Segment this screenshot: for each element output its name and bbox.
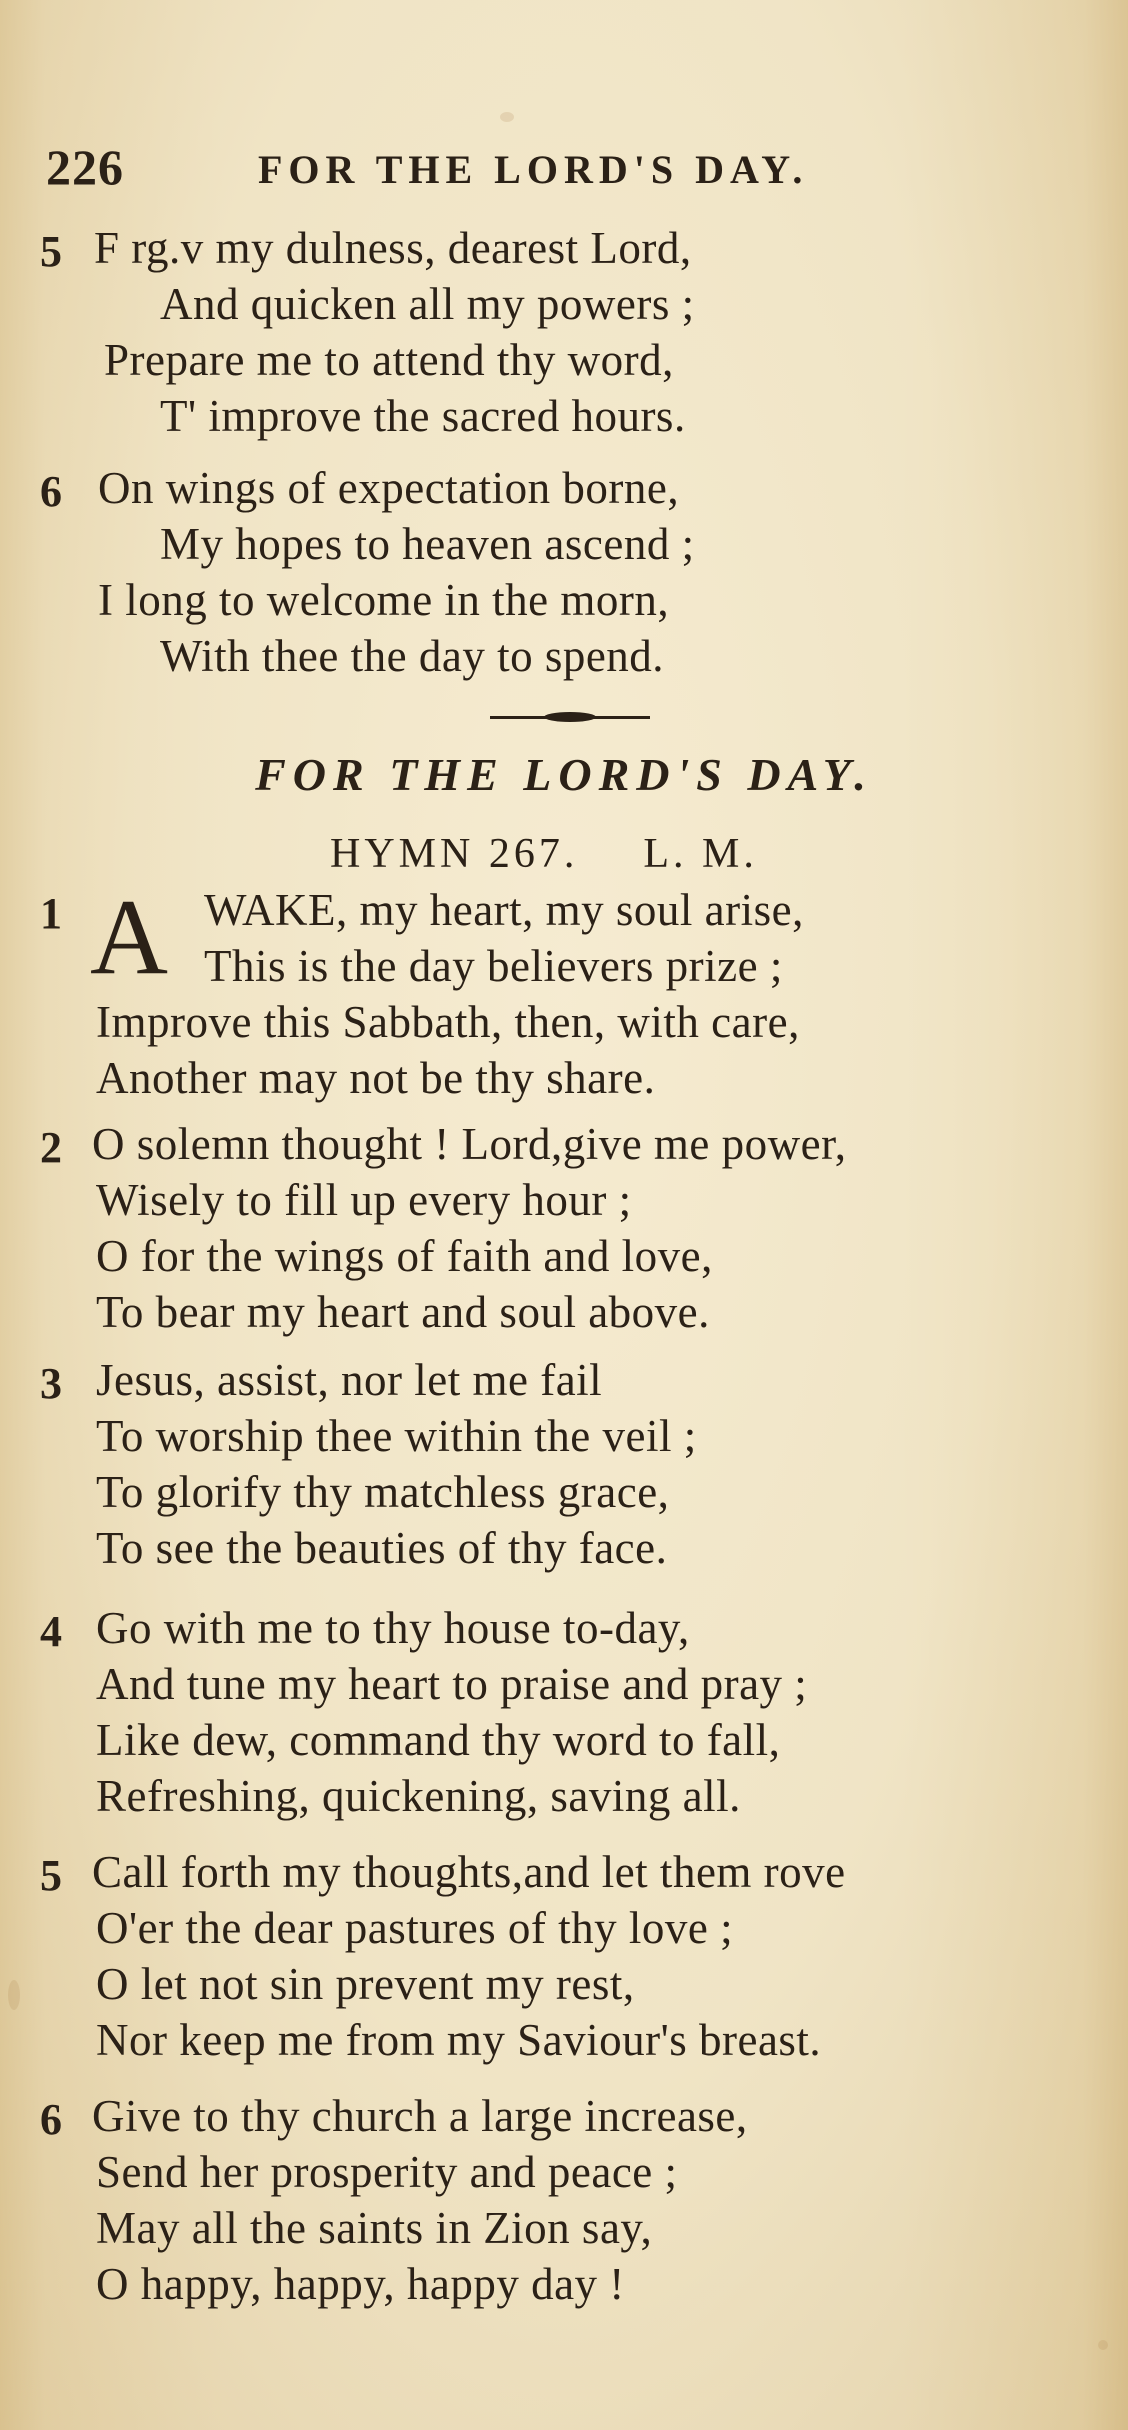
verse-line: This is the day believers prize ;	[204, 941, 783, 991]
verse-line: Prepare me to attend thy word,	[104, 335, 674, 385]
running-head	[46, 138, 1086, 198]
verse-number: 3	[40, 1359, 62, 1408]
paper-stain	[1098, 2340, 1108, 2350]
verse-line: Wisely to fill up every hour ;	[96, 1175, 632, 1225]
hymn-section-title: FOR THE LORD'S DAY.	[255, 749, 873, 800]
verse-number: 5	[40, 227, 62, 276]
hymn-number: HYMN 267.	[330, 831, 579, 877]
verse-line: Another may not be thy share.	[96, 1053, 656, 1103]
verse-line: O for the wings of faith and love,	[96, 1231, 713, 1281]
verse-line: Jesus, assist, nor let me fail	[96, 1355, 603, 1405]
verse-line: Like dew, command thy word to fall,	[96, 1715, 781, 1765]
running-title: FOR THE LORD'S DAY.	[258, 147, 809, 192]
verse-line: My hopes to heaven ascend ;	[160, 519, 695, 569]
verse-line: O let not sin prevent my rest,	[96, 1959, 635, 2009]
verse-line: O happy, happy, happy day !	[96, 2259, 625, 2309]
drop-cap-letter: A	[90, 878, 168, 997]
hymn-meter: L. M.	[643, 831, 758, 877]
verse-line: To bear my heart and soul above.	[96, 1287, 710, 1337]
verse-line: O solemn thought ! Lord,give me power,	[92, 1119, 847, 1169]
verse-line: To worship thee within the veil ;	[96, 1411, 697, 1461]
verse-line: And quicken all my powers ;	[160, 279, 695, 329]
verse-line: T' improve the sacred hours.	[160, 391, 686, 441]
verse-line: Call forth my thoughts,and let them rove	[92, 1847, 846, 1897]
verse-line: May all the saints in Zion say,	[96, 2203, 653, 2253]
hymn-heading	[330, 830, 758, 878]
verse-line: To see the beauties of thy face.	[96, 1523, 668, 1573]
verse-line: F rg.v my dulness, dearest Lord,	[94, 223, 692, 273]
verse-number: 1	[40, 889, 62, 938]
verse-number: 2	[40, 1123, 62, 1172]
verse-number: 6	[40, 2095, 62, 2144]
paper-stain	[500, 112, 514, 122]
verse-line: I long to welcome in the morn,	[98, 575, 670, 625]
verse-line: WAKE, my heart, my soul arise,	[204, 885, 804, 935]
paper-stain	[8, 1980, 20, 2010]
verse-line: On wings of expectation borne,	[98, 463, 680, 513]
verse-line: To glorify thy matchless grace,	[96, 1467, 670, 1517]
verse-number: 4	[40, 1607, 62, 1656]
verse-line: And tune my heart to praise and pray ;	[96, 1659, 808, 1709]
verse-line: With thee the day to spend.	[160, 631, 665, 681]
verse-line: Refreshing, quickening, saving all.	[96, 1771, 741, 1821]
verse-line: Nor keep me from my Saviour's breast.	[96, 2015, 822, 2065]
verse-number: 5	[40, 1851, 62, 1900]
verse-line: Give to thy church a large increase,	[92, 2091, 748, 2141]
verse-line: O'er the dear pastures of thy love ;	[96, 1903, 734, 1953]
verse-line: Go with me to thy house to-day,	[96, 1603, 690, 1653]
verse-line: Improve this Sabbath, then, with care,	[96, 997, 800, 1047]
ornamental-divider	[490, 710, 650, 724]
verse-line: Send her prosperity and peace ;	[96, 2147, 678, 2197]
page-number: 226	[46, 139, 124, 195]
verse-number: 6	[40, 467, 62, 516]
